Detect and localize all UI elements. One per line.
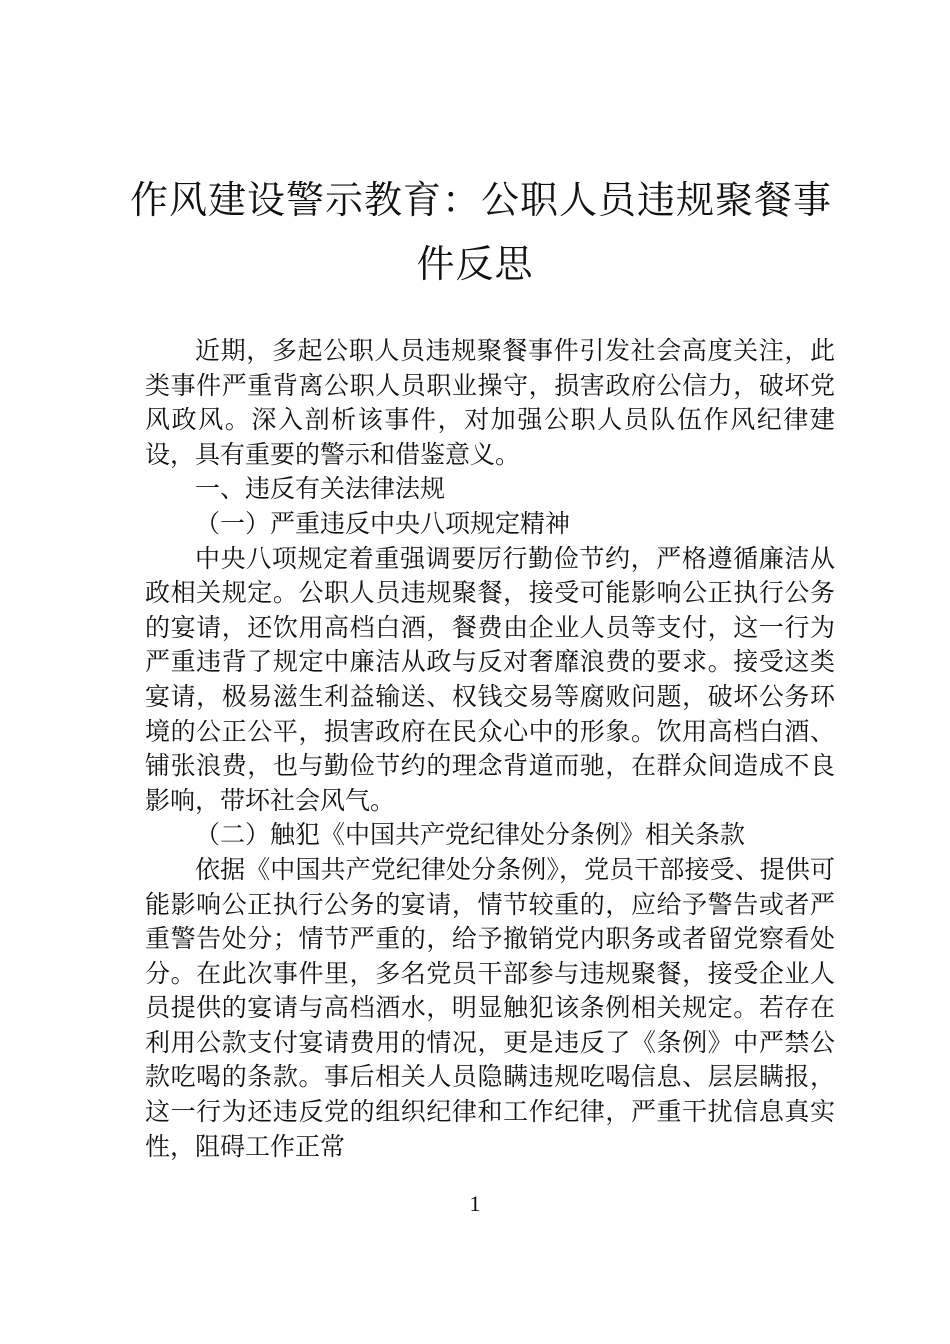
subsection-heading-2: （二）触犯《中国共产党纪律处分条例》相关条款 bbox=[195, 820, 746, 850]
document-body bbox=[145, 334, 835, 1164]
subsection-heading-1: （一）严重违反中央八项规定精神 bbox=[195, 508, 571, 538]
title-line-1: 作风建设警示教育：公职人员违规聚餐事 bbox=[130, 178, 833, 222]
document-title bbox=[130, 168, 833, 296]
subsection-paragraph-1: 中央八项规定着重强调要厉行勤俭节约，严格遵循廉洁从政相关规定。公职人员违规聚餐，接受可能影响公正执行公务的宴请，还饮用高档白酒，餐费由企业人员等支付，这一行为严重违背了规定中廉洁从政与反对奢靡浪费的要求。接受这类宴请，极易滋生利益输送、权钱交易等腐败问题，破坏公务环境的公正公平，损害政府在民众心中的形象。饮用高档白酒、铺张浪费，也与勤俭节约的理念背道而驰，在群众间造成不良影响，带坏社会风气。 bbox=[145, 543, 835, 815]
title-line-2: 件反思 bbox=[416, 242, 534, 286]
subsection-paragraph-2: 依据《中国共产党纪律处分条例》，党员干部接受、提供可能影响公正执行公务的宴请，情节较重的，应给予警告或者严重警告处分；情节严重的，给予撤销党内职务或者留党察看处分。在此次事件里，多名党员干部参与违规聚餐，接受企业人员提供的宴请与高档酒水，明显触犯该条例相关规定。若存在利用公款支付宴请费用的情况，更是违反了《条例》中严禁公款吃喝的条款。事后相关人员隐瞒违规吃喝信息、层层瞒报，这一行为还违反党的组织纪律和工作纪律，严重干扰信息真实性，阻碍工作正常 bbox=[145, 854, 835, 1161]
page-number: 1 bbox=[469, 1191, 481, 1216]
intro-paragraph: 近期，多起公职人员违规聚餐事件引发社会高度关注，此类事件严重背离公职人员职业操守，损害政府公信力，破坏党风政风。深入剖析该事件，对加强公职人员队伍作风纪律建设，具有重要的警示和借鉴意义。 bbox=[145, 336, 835, 469]
section-heading-1: 一、违反有关法律法规 bbox=[195, 474, 446, 504]
